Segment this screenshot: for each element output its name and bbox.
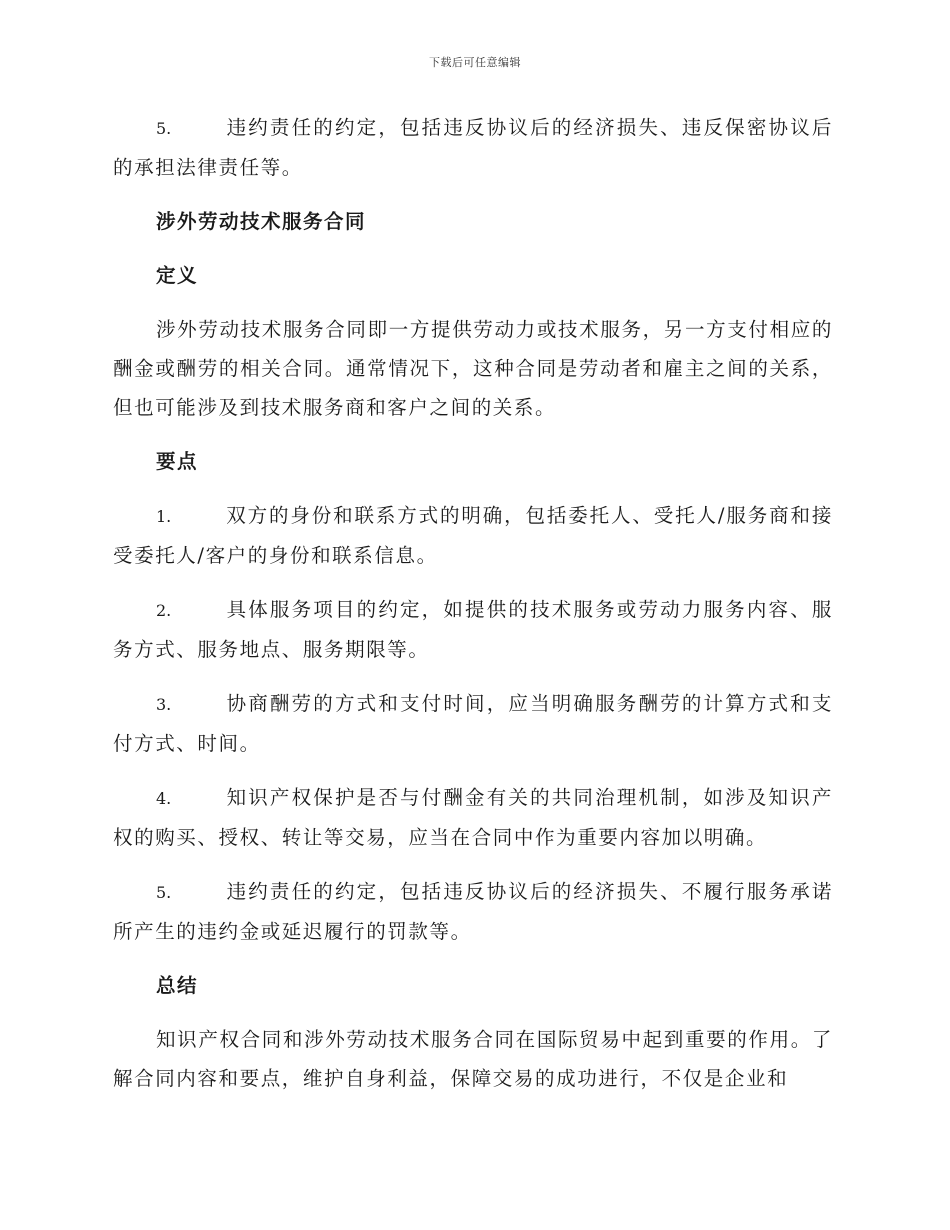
definition-heading: 定义 [156, 264, 199, 287]
list-number: 5. [156, 119, 172, 138]
summary-heading: 总结 [156, 974, 199, 997]
section-title: 涉外劳动技术服务合同 [156, 210, 367, 233]
list-item-text: 双方的身份和联系方式的明确，包括委托人、受托人/服务商和接受委托人/客户的身份和联系信息。 [113, 504, 833, 567]
key-points-heading: 要点 [156, 450, 199, 473]
list-number: 4. [156, 789, 172, 808]
list-item-text: 知识产权保护是否与付酬金有关的共同治理机制，如涉及知识产权的购买、授权、转让等交易，应当在合同中作为重要内容加以明确。 [113, 786, 833, 849]
list-item [113, 684, 833, 763]
list-number: 5. [156, 883, 172, 902]
list-number: 2. [156, 601, 172, 620]
list-number: 1. [156, 507, 172, 526]
list-item [113, 496, 833, 575]
list-item-text: 违约责任的约定，包括违反协议后的经济损失、违反保密协议后的承担法律责任等。 [113, 116, 833, 179]
list-item-text: 具体服务项目的约定，如提供的技术服务或劳动力服务内容、服务方式、服务地点、服务期限等。 [113, 598, 833, 661]
list-number: 3. [156, 695, 172, 714]
page-header: 下载后可任意编辑 [429, 56, 521, 69]
list-item [113, 872, 833, 951]
list-item-text: 违约责任的约定，包括违反协议后的经济损失、不履行服务承诺所产生的违约金或延迟履行的罚款等。 [113, 880, 833, 943]
definition-paragraph: 涉外劳动技术服务合同即一方提供劳动力或技术服务，另一方支付相应的酬金或酬劳的相关合同。通常情况下，这种合同是劳动者和雇主之间的关系，但也可能涉及到技术服务商和客户之间的关系。 [113, 318, 833, 419]
document-body [113, 108, 833, 1113]
list-item [113, 778, 833, 857]
list-item-5-previous [113, 108, 833, 187]
list-item [113, 590, 833, 669]
summary-paragraph: 知识产权合同和涉外劳动技术服务合同在国际贸易中起到重要的作用。了解合同内容和要点，维护自身利益，保障交易的成功进行，不仅是企业和 [113, 1028, 833, 1090]
list-item-text: 协商酬劳的方式和支付时间，应当明确服务酬劳的计算方式和支付方式、时间。 [113, 692, 833, 755]
